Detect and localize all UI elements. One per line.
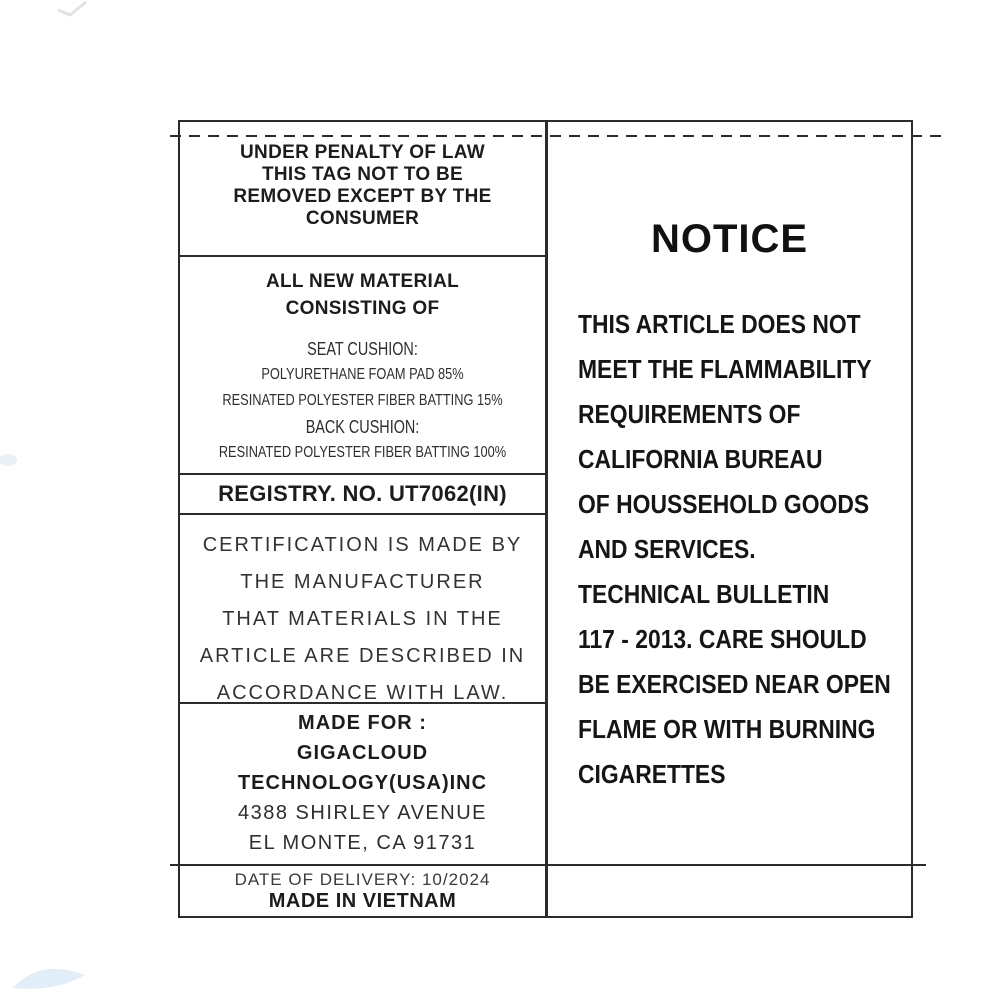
made-for-line: MADE FOR : <box>298 712 427 734</box>
scan-artifact-left-edge <box>0 448 22 472</box>
section-divider <box>180 255 546 257</box>
notice-body-line: OF HOUSSEHOLD GOODS <box>578 489 870 519</box>
notice-body-line: TECHNICAL BULLETIN <box>578 579 830 609</box>
delivery-date: DATE OF DELIVERY: 10/2024 <box>234 870 491 889</box>
certification-line: THE MANUFACTURER <box>240 571 485 593</box>
made-for-section <box>180 708 545 858</box>
notice-body-line: CIGARETTES <box>578 759 726 789</box>
materials-content <box>217 336 509 466</box>
certification-section <box>180 527 545 712</box>
notice-body-line: AND SERVICES. <box>578 534 756 564</box>
penalty-line: THIS TAG NOT TO BE <box>261 164 464 185</box>
notice-body-line: MEET THE FLAMMABILITY <box>578 354 872 384</box>
materials-line: BACK CUSHION: <box>305 417 420 437</box>
address-line: EL MONTE, CA 91731 <box>248 832 477 854</box>
materials-line: SEAT CUSHION: <box>307 339 418 359</box>
notice-body-line: REQUIREMENTS OF <box>578 399 801 429</box>
materials-heading <box>180 268 545 322</box>
scan-artifact-bottom-left <box>5 950 95 1000</box>
materials-heading-line: ALL NEW MATERIAL <box>265 271 460 292</box>
bottom-section-divider <box>170 864 926 866</box>
section-divider <box>180 513 546 515</box>
materials-line: RESINATED POLYESTER FIBER BATTING 15% <box>222 392 503 409</box>
penalty-line: UNDER PENALTY OF LAW <box>240 142 485 163</box>
company-name-line: GIGACLOUD <box>296 742 429 764</box>
notice-body-line: FLAME OR WITH BURNING <box>578 714 876 744</box>
notice-body-line: 117 - 2013. CARE SHOULD <box>578 624 867 654</box>
notice-body-line: CALIFORNIA BUREAU <box>578 444 823 474</box>
delivery-section <box>180 870 545 913</box>
registry-number: REGISTRY. NO. UT7062(IN) <box>218 481 507 506</box>
notice-body-line: BE EXERCISED NEAR OPEN <box>578 669 891 699</box>
certification-line: ACCORDANCE WITH LAW. <box>216 682 509 704</box>
penalty-line: REMOVED EXCEPT BY THE <box>233 186 492 207</box>
penalty-line: CONSUMER <box>305 208 420 229</box>
notice-body <box>578 302 891 797</box>
notice-panel <box>548 122 911 864</box>
country-of-origin: MADE IN VIETNAM <box>268 890 457 912</box>
materials-line: RESINATED POLYESTER FIBER BATTING 100% <box>218 444 507 461</box>
address-line: 4388 SHIRLEY AVENUE <box>238 802 487 824</box>
law-label <box>178 120 913 918</box>
certification-line: CERTIFICATION IS MADE BY <box>202 534 523 556</box>
penalty-section <box>180 142 545 230</box>
materials-line: POLYURETHANE FOAM PAD 85% <box>261 366 464 383</box>
notice-body-line: THIS ARTICLE DOES NOT <box>578 309 861 339</box>
registry-section <box>180 475 545 513</box>
company-name-line: TECHNOLOGY(USA)INC <box>237 772 488 794</box>
certification-line: THAT MATERIALS IN THE <box>222 608 503 630</box>
materials-heading-line: CONSISTING OF <box>285 298 440 319</box>
notice-title: NOTICE <box>650 217 809 261</box>
certification-line: ARTICLE ARE DESCRIBED IN <box>199 645 526 667</box>
scan-artifact-top-left <box>50 0 110 20</box>
